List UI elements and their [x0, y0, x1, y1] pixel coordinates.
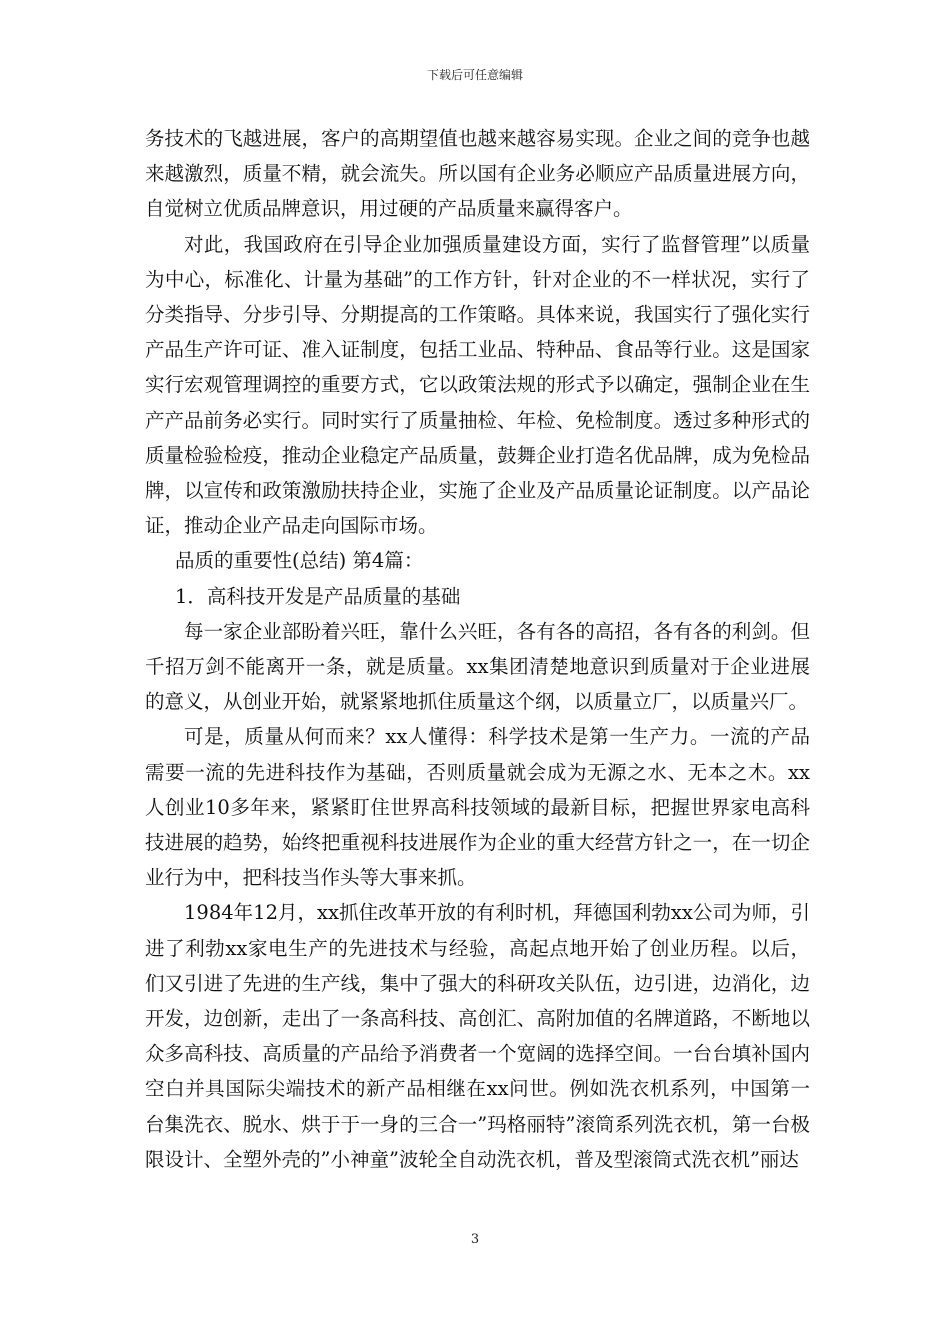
paragraph-government-policy: 对此，我国政府在引导企业加强质量建设方面，实行了监督管理”以质量为中心，标准化、计量为基础”的工作方针，针对企业的不一样状况，实行了分类指导、分步引导、分期提高的工作策略。具体来说，我国实行了强化实行产品生产许可证、准入证制度，包括工业品、特种品、食品等行业。这是国家实行宏观管理调控的重要方式，它以政策法规的形式予以确定，强制企业在生产产品前务必实行。同时实行了质量抽检、年检、免检制度。透过多种形式的质量检验检疫，推动企业稳定产品质量，鼓舞企业打造名优品牌，成为免检品牌，以宣传和政策激励扶持企业，实施了企业及产品质量论证制度。以产品论证，推动企业产品走向国际市场。 [145, 232, 810, 538]
paragraph-continuation: 务技术的飞越进展，客户的高期望值也越来越容易实现。企业之间的竞争也越来越激烈，质量不精，就会流失。所以国有企业务必顺应产品质量进展方向，自觉树立优质品牌意识，用过硬的产品质量来赢得客户。 [145, 127, 810, 221]
paragraph-history: 1984年12月，xx抓住改革开放的有利时机，拜德国利勃xx公司为师，引进了利勃xx家电生产的先进技术与经验，高起点地开始了创业历程。以后，们又引进了先进的生产线，集中了强大的科研攻关队伍，边引进，边消化，边开发，边创新，走出了一条高科技、高创汇、高附加值的名牌道路，不断地以众多高科技、高质量的产品给予消费者一个宽阔的选择空间。一台台填补国内空白并具国际尖端技术的新产品相继在xx问世。例如洗衣机系列，中国第一台集洗衣、脱水、烘于于一身的三合一”玛格丽特”滚筒系列洗衣机，第一台极限设计、全塑外壳的”小神童”波轮全自动洗衣机，普及型滚筒式洗衣机”丽达 [145, 901, 810, 1171]
page-number: 3 [470, 1232, 480, 1247]
subsection-title: 1．高科技开发是产品质量的基础 [175, 584, 461, 608]
paragraph-technology: 可是，质量从何而来？xx人懂得：科学技术是第一生产力。一流的产品需要一流的先进科技作为基础，否则质量就会成为无源之水、无本之木。xx人创业10多年来，紧紧盯住世界高科技领域的最新目标，把握世界家电高科技进展的趋势，始终把重视科技进展作为企业的重大经营方针之一，在一切企业行为中，把科技当作头等大事来抓。 [145, 725, 810, 890]
section-title: 品质的重要性(总结) 第4篇： [175, 549, 424, 573]
paragraph-quality-foundation: 每一家企业部盼着兴旺，靠什么兴旺，各有各的高招，各有各的利剑。但千招万剑不能离开一条，就是质量。xx集团清楚地意识到质量对于企业进展的意义，从创业开始，就紧紧地抓住质量这个纲，以质量立厂，以质量兴厂。 [145, 619, 810, 714]
document-body [145, 121, 810, 1177]
page-header-note: 下载后可任意编辑 [426, 68, 523, 82]
